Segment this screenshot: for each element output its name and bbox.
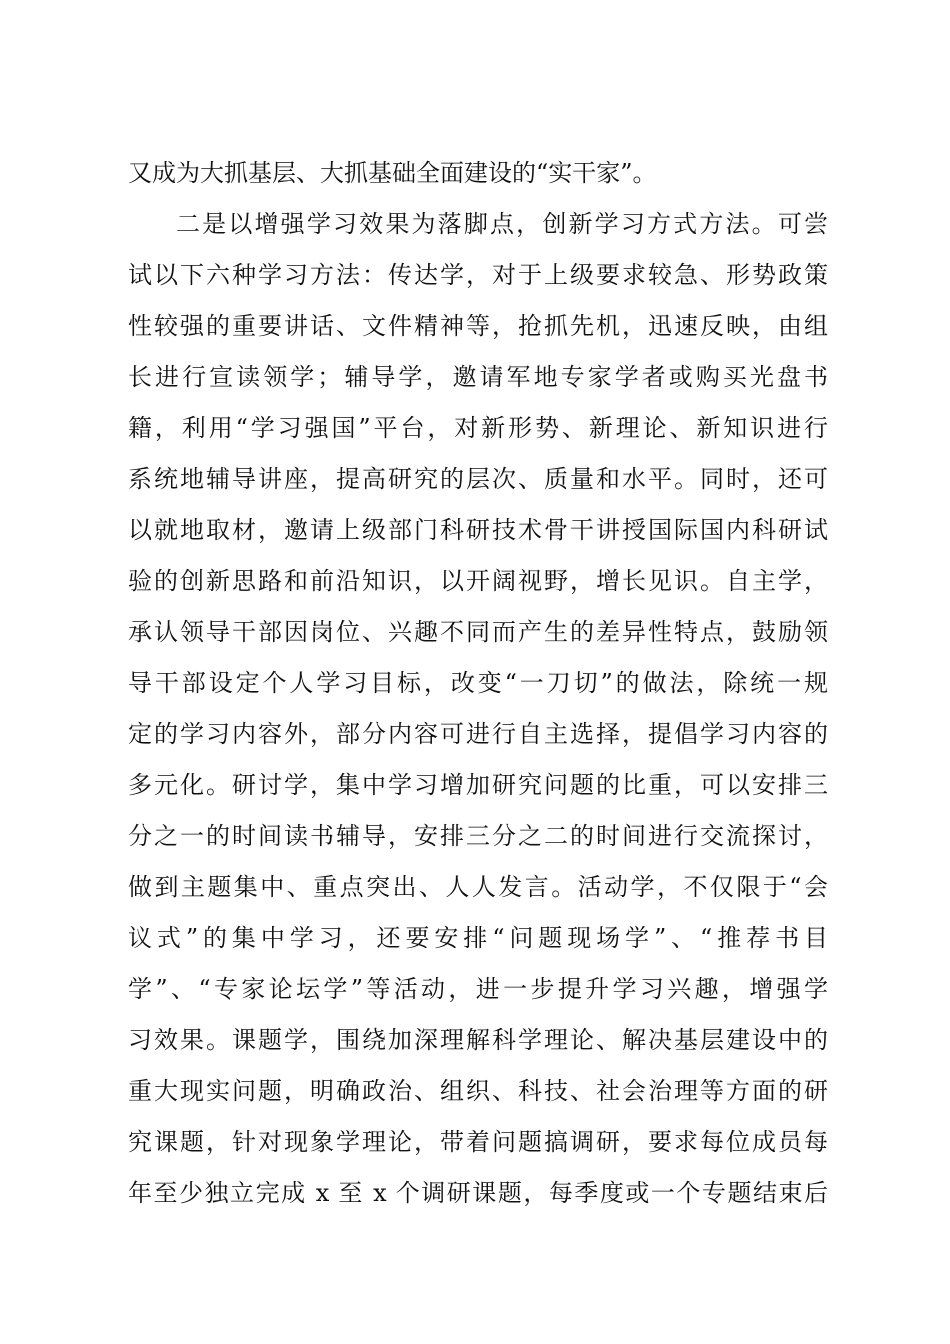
text-line: 分之一的时间读书辅导，安排三分之二的时间进行交流探讨， <box>128 822 828 850</box>
text-line: 又成为大抓基层、大抓基础全面建设的“实干家”。 <box>128 159 657 187</box>
text-line: 学”、“专家论坛学”等活动，进一步提升学习兴趣，增强学 <box>128 975 828 1003</box>
text-line: 二是以增强学习效果为落脚点，创新学习方式方法。可尝 <box>176 210 828 238</box>
text-line: 以就地取材，邀请上级部门科研技术骨干讲授国际国内科研试 <box>128 516 828 544</box>
text-line: 定的学习内容外，部分内容可进行自主选择，提倡学习内容的 <box>128 720 828 748</box>
text-line: 导干部设定个人学习目标，改变“一刀切”的做法，除统一规 <box>128 669 828 697</box>
paragraph-1 <box>128 148 828 199</box>
text-line: 重大现实问题，明确政治、组织、科技、社会治理等方面的研 <box>128 1077 828 1105</box>
text-line: 年至少独立完成 x 至 x 个调研课题，每季度或一个专题结束后 <box>128 1179 828 1207</box>
text-line: 多元化。研讨学，集中学习增加研究问题的比重，可以安排三 <box>128 771 828 799</box>
text-line: 系统地辅导讲座，提高研究的层次、质量和水平。同时，还可 <box>128 465 828 493</box>
paragraph-2 <box>128 199 828 1219</box>
text-line: 长进行宣读领学；辅导学，邀请军地专家学者或购买光盘书 <box>128 363 828 391</box>
text-line: 试以下六种学习方法：传达学，对于上级要求较急、形势政策 <box>128 261 828 289</box>
document-body <box>128 148 828 1219</box>
text-line: 做到主题集中、重点突出、人人发言。活动学，不仅限于“会 <box>128 873 828 901</box>
text-line: 籍，利用“学习强国”平台，对新形势、新理论、新知识进行 <box>128 414 828 442</box>
text-line: 议式”的集中学习，还要安排“问题现场学”、“推荐书目 <box>128 924 828 952</box>
text-line: 承认领导干部因岗位、兴趣不同而产生的差异性特点，鼓励领 <box>128 618 828 646</box>
text-line: 验的创新思路和前沿知识，以开阔视野，增长见识。自主学， <box>128 567 828 595</box>
text-line: 性较强的重要讲话、文件精神等，抢抓先机，迅速反映，由组 <box>128 312 828 340</box>
text-line: 究课题，针对现象学理论，带着问题搞调研，要求每位成员每 <box>128 1128 828 1156</box>
text-line: 习效果。课题学，围绕加深理解科学理论、解决基层建设中的 <box>128 1026 828 1054</box>
